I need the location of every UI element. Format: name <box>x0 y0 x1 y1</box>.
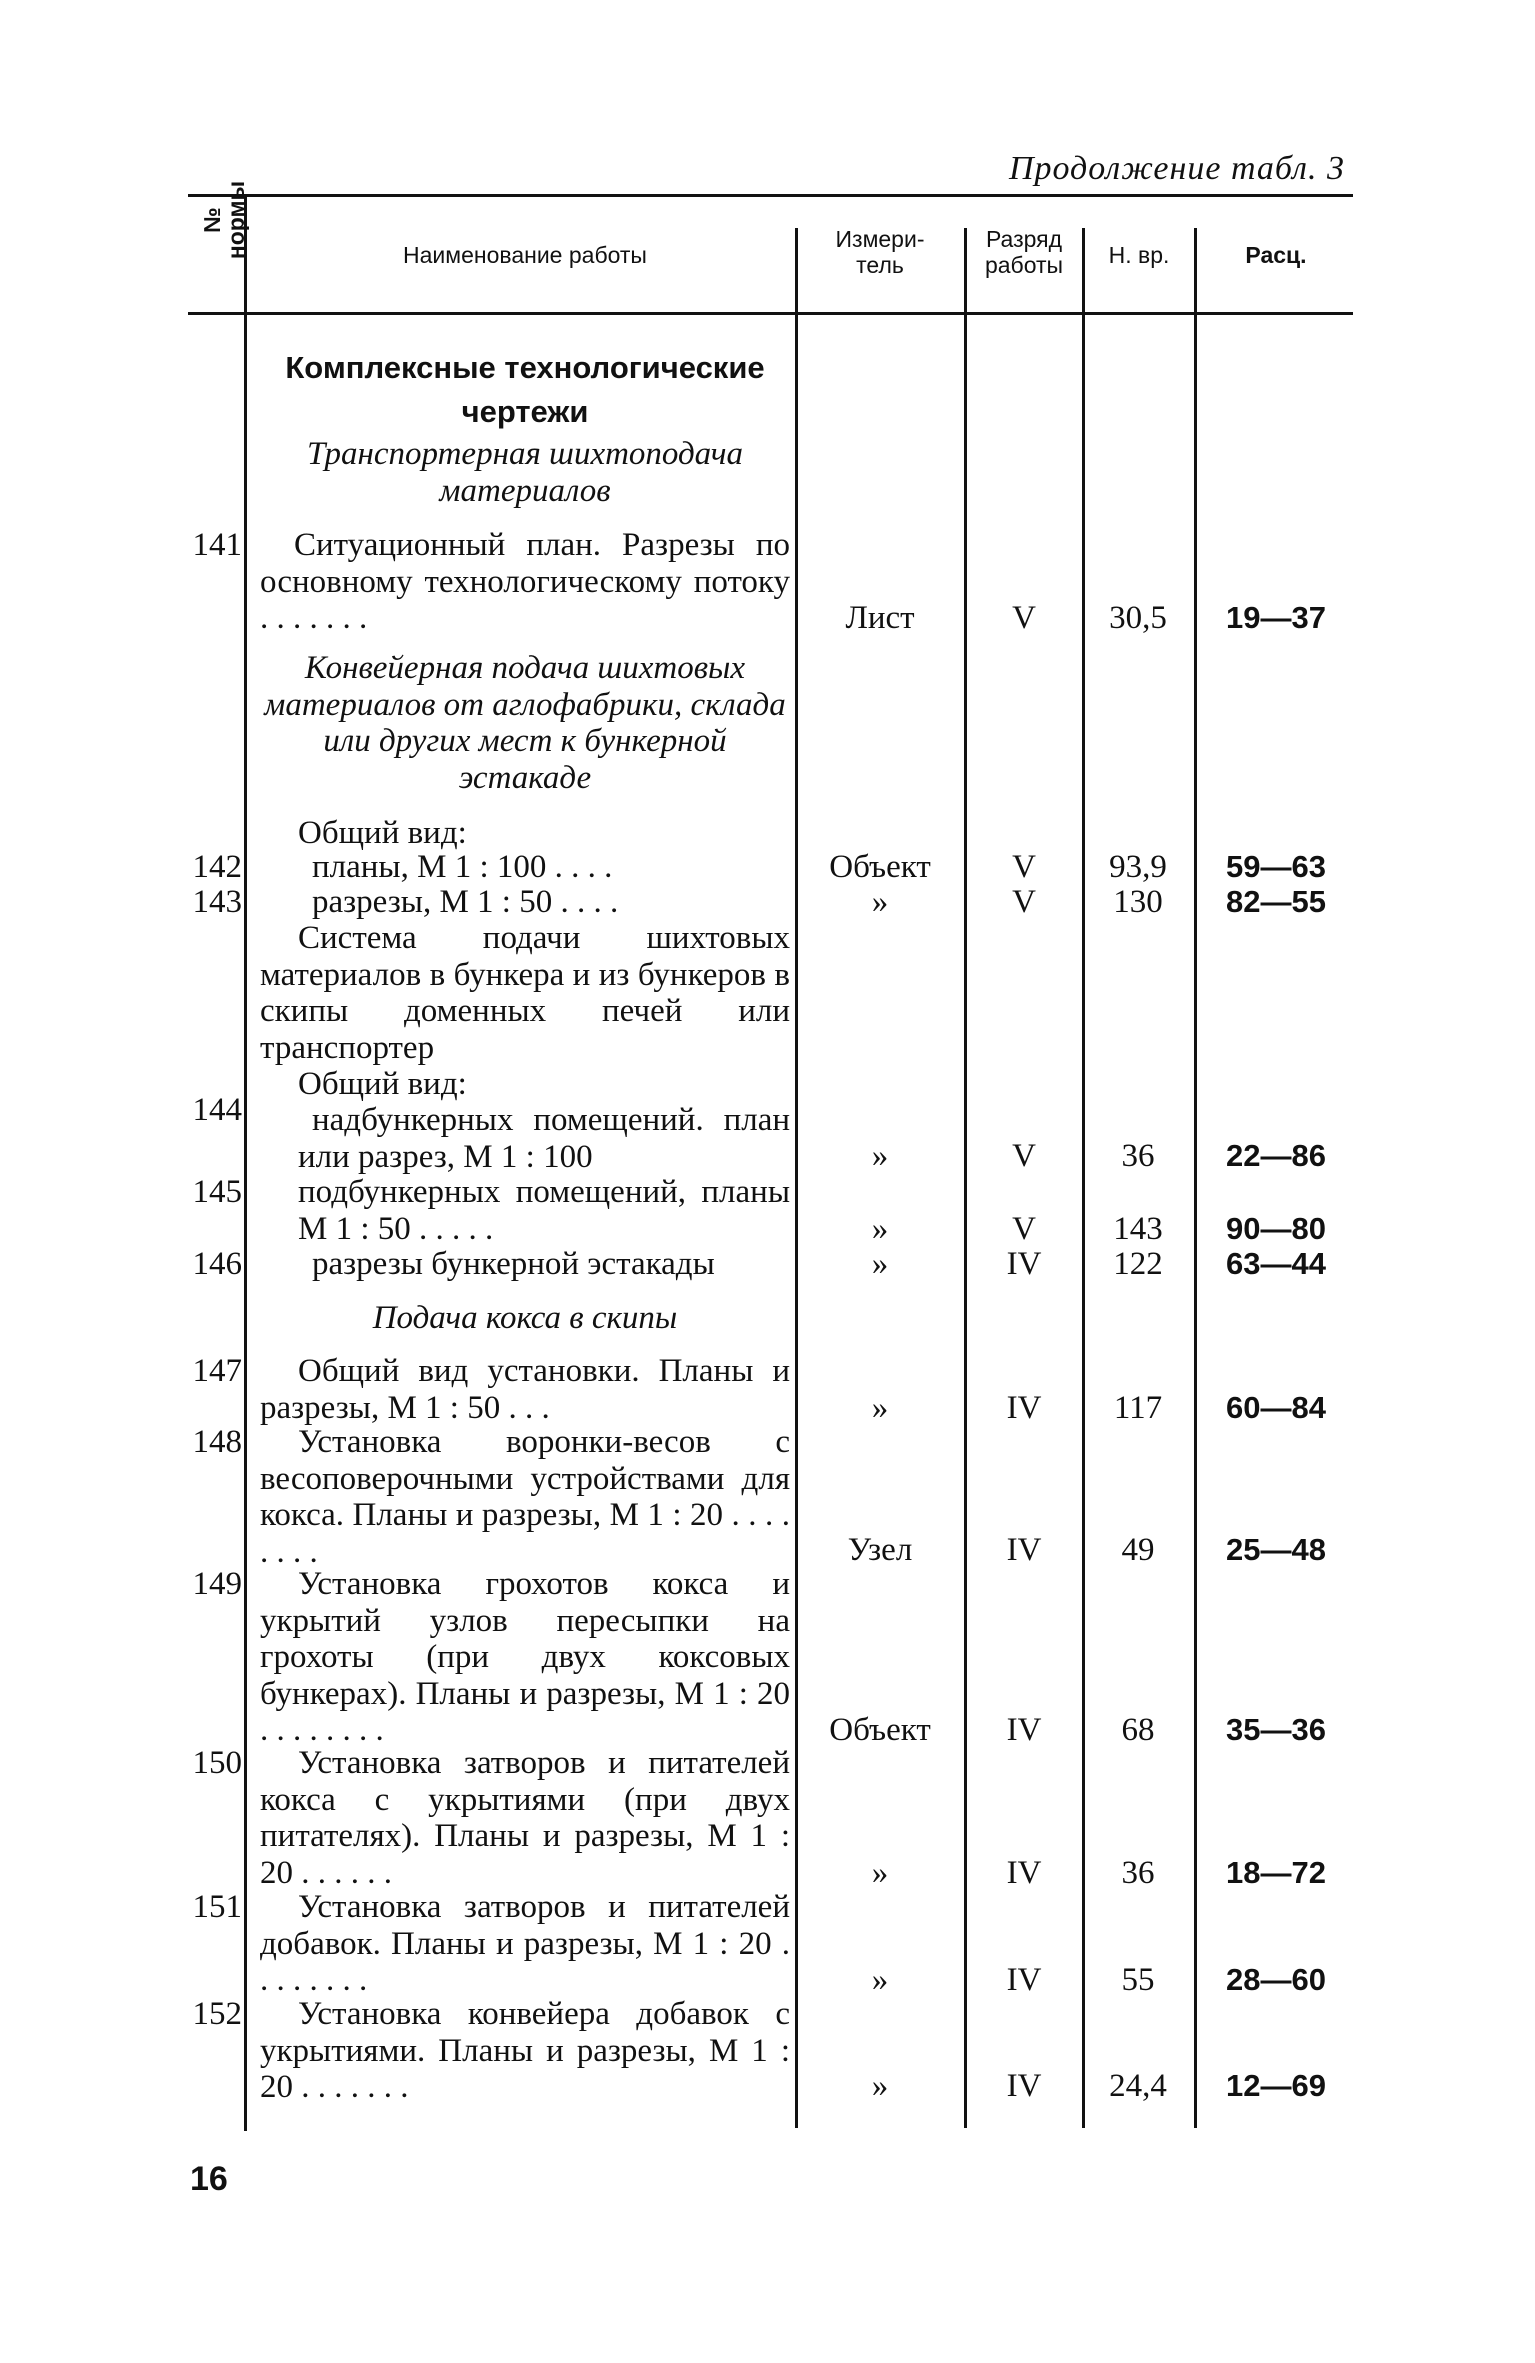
row-unit: Узел <box>847 1532 913 1568</box>
row-grade: IV <box>1006 2068 1042 2104</box>
row-unit: » <box>871 2068 889 2104</box>
row-grade: IV <box>1006 1246 1042 1282</box>
row-number: 148 <box>192 1424 242 1460</box>
header-norm-time: Н. вр. <box>1108 242 1170 268</box>
row-unit: Объект <box>829 849 931 885</box>
row-rate: 18—72 <box>1226 1855 1326 1890</box>
row-norm: 30,5 <box>1109 600 1167 636</box>
row-rate: 63—44 <box>1226 1246 1326 1281</box>
row-text: надбункерных помещений. план или разрез, М 1 : 100 <box>298 1102 790 1175</box>
row-text: Общий вид: <box>298 815 467 851</box>
row-grade: V <box>1012 1138 1036 1174</box>
row-text: Ситуационный план. Разрезы по основному технологическому потоку . . . . . . . <box>260 527 790 636</box>
col-divider-4 <box>1082 228 1085 2128</box>
row-unit: » <box>871 1390 889 1426</box>
row-text: Система подачи шихтовых материалов в бункера и из бункеров в скипы доменных печей или транспортер <box>260 920 790 1066</box>
row-grade: IV <box>1006 1855 1042 1891</box>
row-norm: 122 <box>1113 1246 1163 1282</box>
row-text: Установка конвейера добавок с укрытиями. Планы и разрезы, М 1 : 20 . . . . . . . <box>260 1996 790 2105</box>
header-num-sign: № <box>199 207 225 233</box>
header-rate: Расц. <box>1245 242 1307 268</box>
row-unit: Объект <box>829 1712 931 1748</box>
row-number: 149 <box>192 1566 242 1602</box>
row-unit: » <box>871 1962 889 1998</box>
row-number: 145 <box>192 1174 242 1210</box>
row-unit: » <box>871 884 889 920</box>
row-norm: 130 <box>1113 884 1163 920</box>
row-unit: » <box>871 1246 889 1282</box>
row-norm: 49 <box>1121 1532 1155 1568</box>
row-grade: V <box>1012 1211 1036 1247</box>
row-number: 143 <box>192 884 242 920</box>
row-number: 150 <box>192 1745 242 1781</box>
row-unit: Лист <box>845 600 915 636</box>
row-rate: 82—55 <box>1226 884 1326 919</box>
row-rate: 25—48 <box>1226 1532 1326 1567</box>
row-norm: 68 <box>1121 1712 1155 1748</box>
row-number: 152 <box>192 1996 242 2032</box>
row-number: 142 <box>192 849 242 885</box>
row-number: 151 <box>192 1889 242 1925</box>
row-text: Установка воронки-весов с весоповерочными устройствами для кокса. Планы и разрезы, М 1 : 20 . . . . . . . . <box>260 1424 790 1570</box>
row-rate: 59—63 <box>1226 849 1326 884</box>
row-unit: » <box>871 1211 889 1247</box>
row-unit: » <box>871 1855 889 1891</box>
row-unit: » <box>871 1138 889 1174</box>
section-subheading: Транспортерная шихтоподача материалов <box>306 436 743 509</box>
row-text: разрезы, М 1 : 50 . . . . <box>312 884 619 920</box>
header-grade: Разряд работы <box>984 226 1064 278</box>
row-text: Общий вид: <box>298 1066 467 1102</box>
col-divider-3 <box>964 228 967 2128</box>
row-text: Общий вид установки. Планы и разрезы, М 1 : 50 . . . <box>260 1353 790 1426</box>
col-divider-2 <box>795 228 798 2128</box>
row-text: разрезы бункерной эстакады <box>312 1246 715 1282</box>
page-number: 16 <box>190 2160 228 2198</box>
row-norm: 143 <box>1113 1211 1163 1247</box>
row-grade: IV <box>1006 1532 1042 1568</box>
row-number: 146 <box>192 1246 242 1282</box>
continuation-caption: Продолжение табл. 3 <box>1008 150 1345 187</box>
row-rate: 90—80 <box>1226 1211 1326 1246</box>
row-text: планы, М 1 : 100 . . . . <box>312 849 613 885</box>
section-subheading: Подача кокса в скипы <box>372 1300 678 1336</box>
header-num-word: нормы <box>223 180 249 260</box>
row-grade: V <box>1012 849 1036 885</box>
row-norm: 117 <box>1113 1390 1163 1426</box>
row-norm: 24,4 <box>1109 2068 1167 2104</box>
row-rate: 19—37 <box>1226 600 1326 635</box>
row-text: Установка затворов и питателей добавок. Планы и разрезы, М 1 : 20 . . . . . . . . <box>260 1889 790 1998</box>
row-rate: 22—86 <box>1226 1138 1326 1173</box>
col-divider-1 <box>244 196 247 2131</box>
row-rate: 12—69 <box>1226 2068 1326 2103</box>
header-unit: Измери- тель <box>835 226 925 278</box>
row-number: 144 <box>192 1092 242 1128</box>
header-norm-number <box>200 175 248 265</box>
row-grade: IV <box>1006 1712 1042 1748</box>
row-grade: IV <box>1006 1962 1042 1998</box>
header-bottom-rule <box>188 312 1353 315</box>
row-rate: 60—84 <box>1226 1390 1326 1425</box>
table-top-rule <box>188 194 1353 197</box>
row-rate: 35—36 <box>1226 1712 1326 1747</box>
section-subheading: Конвейерная подача шихтовых материалов от аглофабрики, склада или других мест к бункерной эстакаде <box>264 650 786 796</box>
row-norm: 36 <box>1121 1138 1155 1174</box>
row-grade: V <box>1012 884 1036 920</box>
row-grade: V <box>1012 600 1036 636</box>
row-norm: 36 <box>1121 1855 1155 1891</box>
row-norm: 55 <box>1121 1962 1155 1998</box>
row-text: Установка затворов и питателей кокса с укрытиями (при двух питателях). Планы и разрезы, М 1 : 20 . . . . . . <box>260 1745 790 1891</box>
row-text: Установка грохотов кокса и укрытий узлов пересыпки на грохоты (при двух коксовых бункерах). Планы и разрезы, М 1 : 20 . . . . . . . . <box>260 1566 790 1748</box>
row-text: подбункерных помещений, планы М 1 : 50 . . . . . <box>298 1174 790 1247</box>
section-heading: Комплексные технологические чертежи <box>285 350 765 429</box>
row-rate: 28—60 <box>1226 1962 1326 1997</box>
header-work-name: Наименование работы <box>403 242 647 268</box>
row-number: 141 <box>192 527 242 563</box>
row-number: 147 <box>192 1353 242 1389</box>
row-grade: IV <box>1006 1390 1042 1426</box>
row-norm: 93,9 <box>1109 849 1167 885</box>
col-divider-5 <box>1194 228 1197 2128</box>
